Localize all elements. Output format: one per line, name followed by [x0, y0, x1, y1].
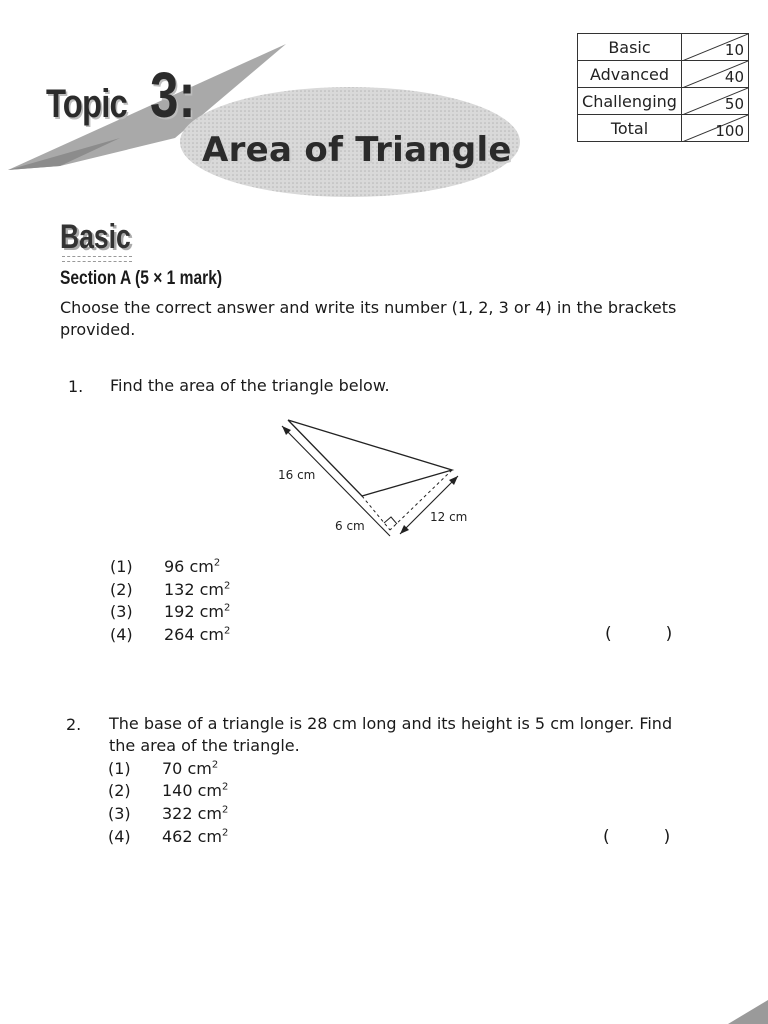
- instructions-text: Choose the correct answer and write its number (1, 2, 3 or 4) in the brackets provided.: [60, 298, 677, 339]
- dimension-line-12: [400, 476, 458, 534]
- option-number: (1): [110, 557, 133, 576]
- right-angle-icon: [384, 517, 397, 524]
- heading-underline-decoration: [62, 256, 132, 262]
- figure-label-16cm: 16 cm: [278, 468, 316, 482]
- score-mark-cell[interactable]: [682, 34, 749, 61]
- page-corner-decoration: [718, 1000, 768, 1024]
- score-row: [578, 88, 749, 115]
- score-max: 40: [724, 68, 744, 86]
- extension-line: [362, 496, 390, 530]
- score-max: 50: [724, 95, 744, 113]
- question-number: 1.: [68, 377, 84, 396]
- score-row-label: Total: [578, 115, 682, 142]
- section-heading-basic: Basic: [60, 218, 131, 256]
- option-number: (2): [110, 580, 133, 599]
- option-number: (3): [110, 602, 133, 621]
- answer-option: [110, 557, 220, 576]
- option-value: 96 $cm^2$: [164, 557, 221, 576]
- answer-option: [110, 602, 230, 621]
- question-number: 2.: [66, 715, 82, 734]
- option-value: 132 $cm^2$: [164, 580, 231, 599]
- answer-option: [108, 804, 228, 823]
- option-number: (3): [108, 804, 131, 823]
- option-value: 264 $cm^2$: [164, 625, 231, 644]
- score-row: [578, 61, 749, 88]
- question-text-line1: The base of a triangle is 28 cm long and its height is 5 cm longer. Find: [109, 714, 673, 733]
- answer-bracket[interactable]: ( ): [605, 624, 673, 644]
- answer-bracket[interactable]: ( ): [603, 827, 671, 847]
- topic-number: 3:: [150, 59, 196, 131]
- answer-option: [108, 827, 228, 846]
- option-value: 140 $cm^2$: [162, 781, 229, 800]
- score-table: [577, 33, 749, 142]
- score-mark-cell[interactable]: [682, 61, 749, 88]
- triangle-figure: [268, 412, 488, 542]
- option-value: 322 $cm^2$: [162, 804, 229, 823]
- figure-label-6cm: 6 cm: [335, 519, 365, 533]
- answer-option: [110, 580, 230, 599]
- score-row: [578, 34, 749, 61]
- question-text-line2: the area of the triangle.: [109, 736, 300, 755]
- answer-option: [108, 759, 218, 778]
- score-mark-cell[interactable]: [682, 115, 749, 142]
- option-number: (4): [110, 625, 133, 644]
- option-value: 462 $cm^2$: [162, 827, 229, 846]
- option-number: (1): [108, 759, 131, 778]
- answer-option: [108, 781, 228, 800]
- score-row-label: Advanced: [578, 61, 682, 88]
- score-mark-cell[interactable]: [682, 88, 749, 115]
- triangle-outline: [288, 420, 452, 496]
- option-number: (4): [108, 827, 131, 846]
- score-max: 10: [724, 41, 744, 59]
- section-label: Section A (5 × 1 mark): [60, 268, 223, 289]
- option-value: 70 $cm^2$: [162, 759, 219, 778]
- score-max: 100: [715, 122, 744, 140]
- option-value: 192 $cm^2$: [164, 602, 231, 621]
- score-row: [578, 115, 749, 142]
- score-row-label: Challenging: [578, 88, 682, 115]
- topic-label: Topic: [46, 82, 127, 126]
- answer-option: [110, 625, 230, 644]
- page-title: Area of Triangle: [202, 130, 512, 170]
- question-text: Find the area of the triangle below.: [110, 376, 390, 395]
- score-row-label: Basic: [578, 34, 682, 61]
- figure-label-12cm: 12 cm: [430, 510, 468, 524]
- option-number: (2): [108, 781, 131, 800]
